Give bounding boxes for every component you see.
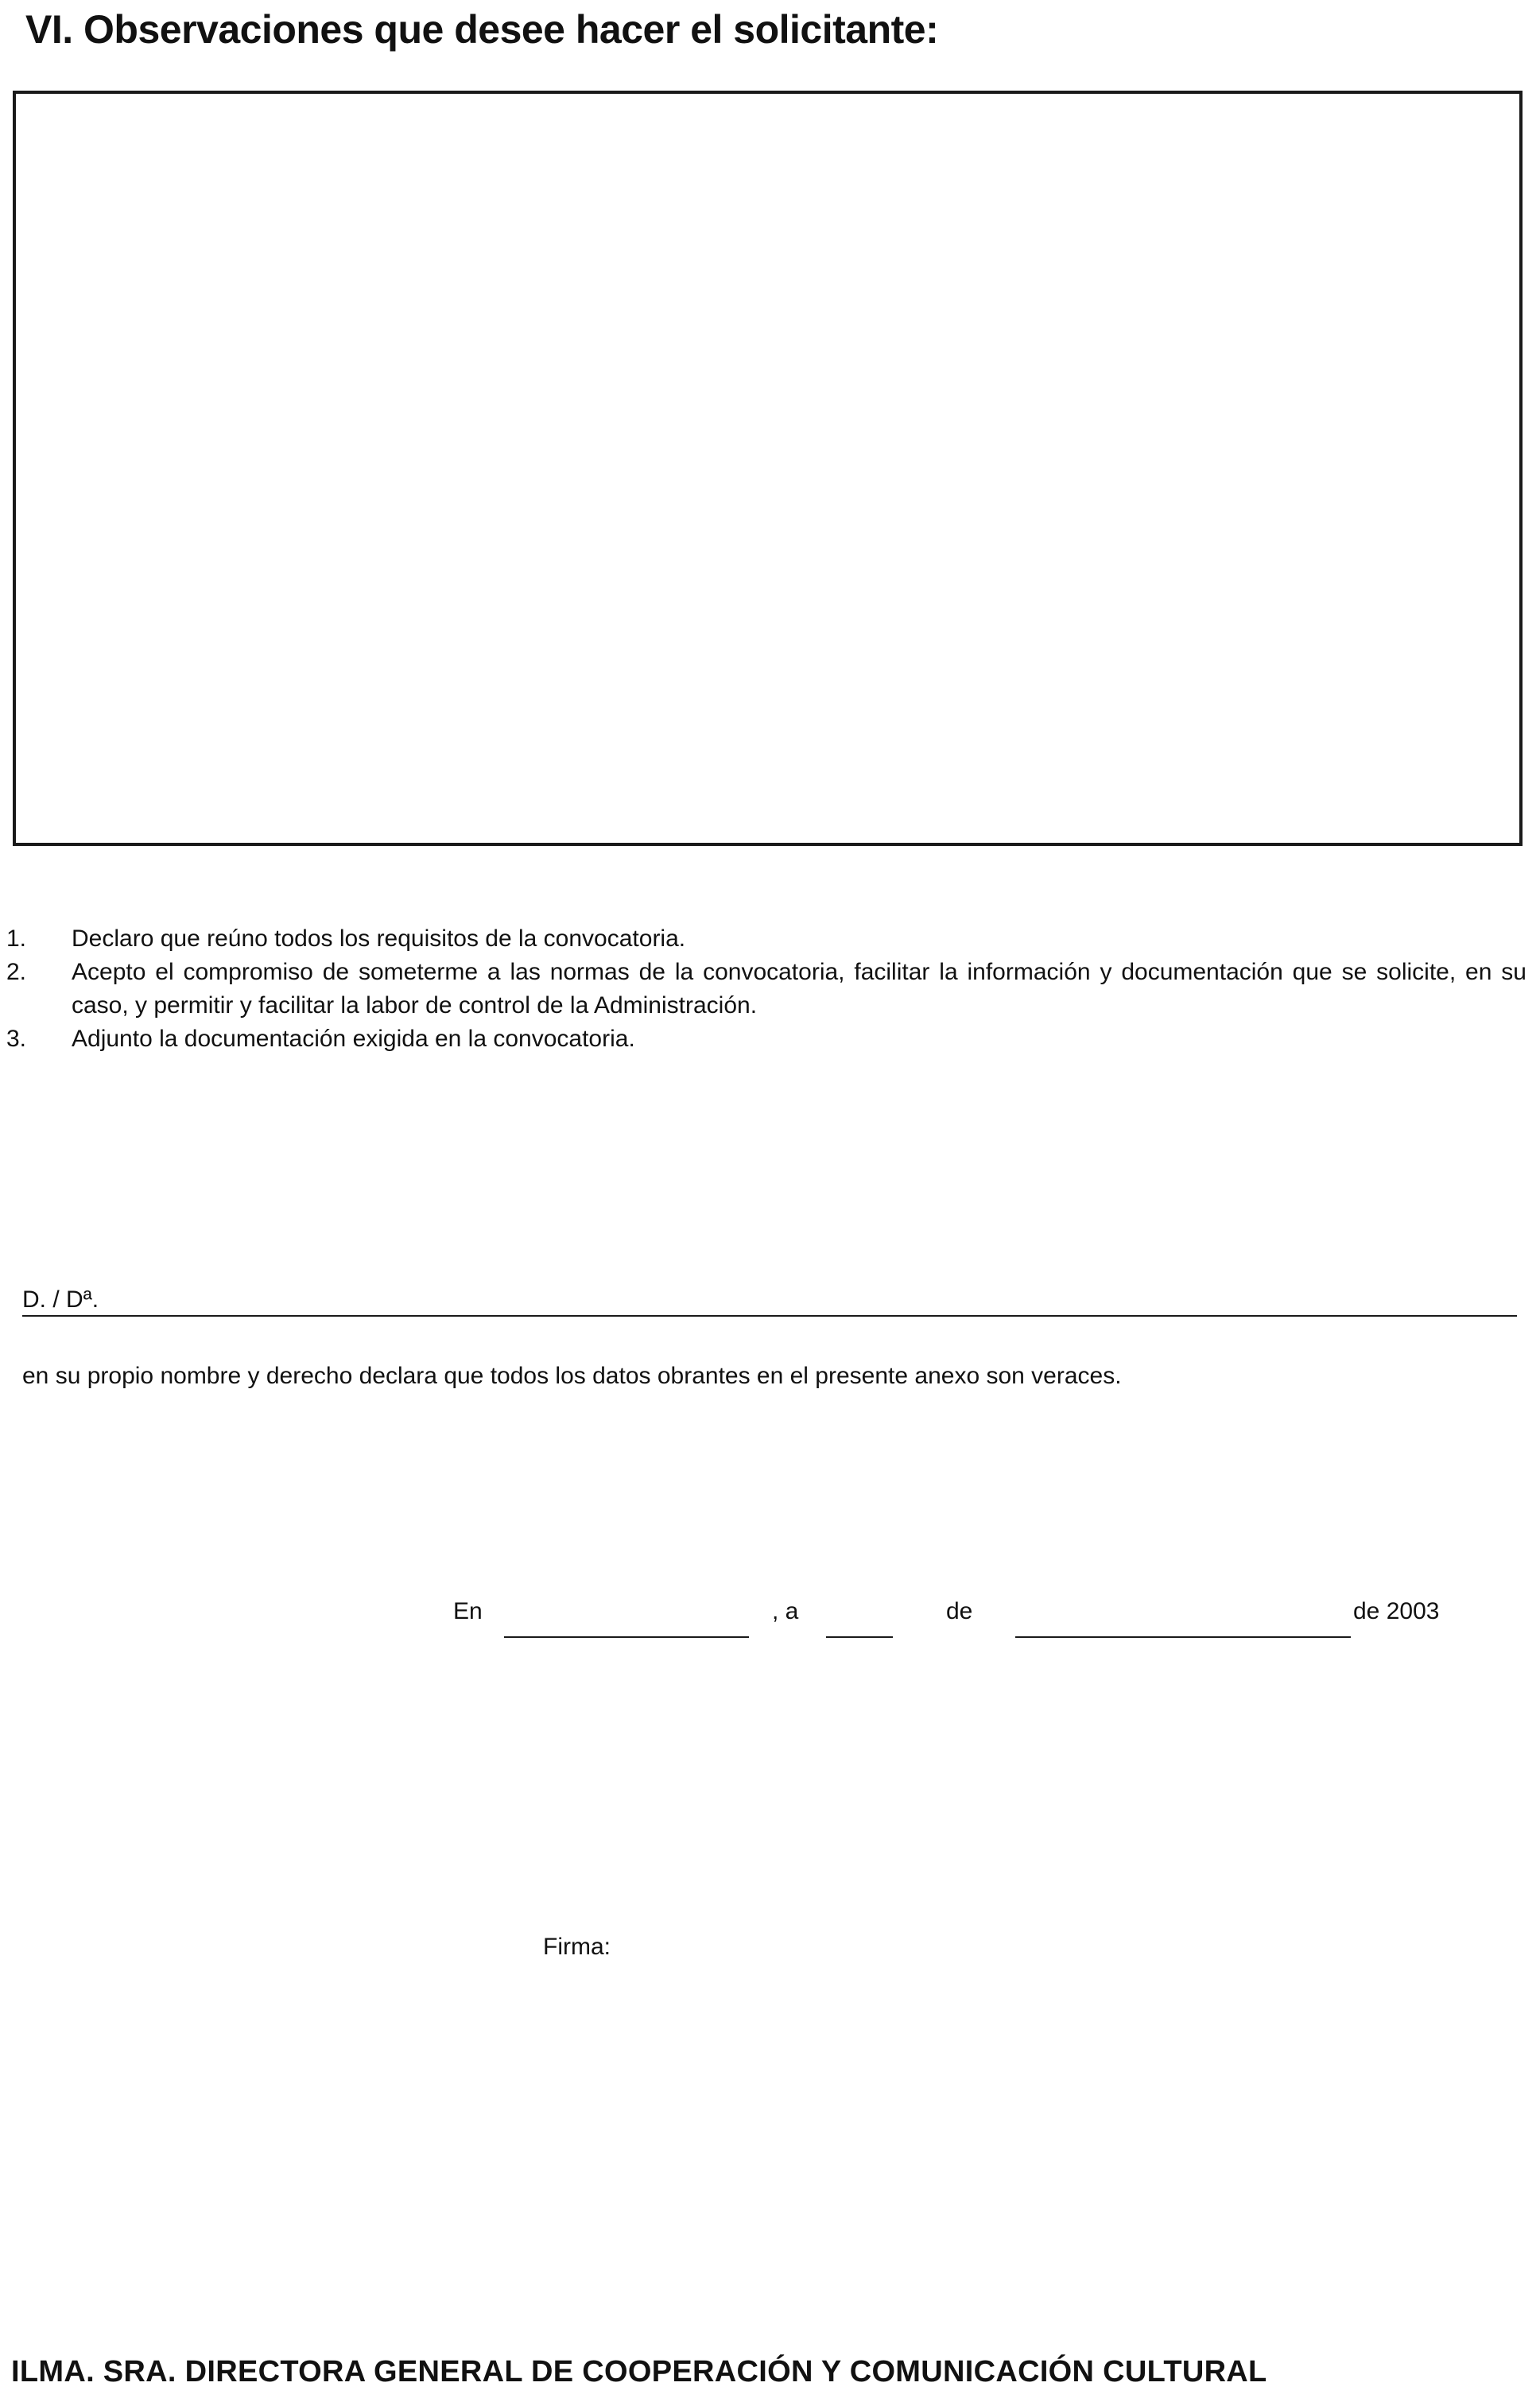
declaration-number: 3. bbox=[6, 1026, 27, 1052]
applicant-name-row bbox=[22, 1279, 1517, 1317]
date-place-prefix: En bbox=[453, 1598, 483, 1624]
declaration-text: Adjunto la documentación exigida en la convocatoria. bbox=[72, 1026, 635, 1052]
declaration-text: Acepto el compromiso de someterme a las normas de la convocatoria, facilitar la información y documentación que se solicite, en su caso, y permitir y facilitar la labor de control de la Administración. bbox=[72, 959, 1526, 1019]
signature-label: Firma: bbox=[543, 1934, 611, 1960]
addressee-line: ILMA. SRA. DIRECTORA GENERAL DE COOPERACIÓN Y COMUNICACIÓN CULTURAL bbox=[11, 2355, 1267, 2388]
month-field[interactable] bbox=[1015, 1636, 1351, 1638]
declaration-item bbox=[6, 1022, 1526, 1056]
declaration-number: 2. bbox=[6, 959, 27, 985]
section-title: VI. Observaciones que desee hacer el solicitante: bbox=[25, 7, 939, 52]
date-year-label: de 2003 bbox=[1353, 1598, 1440, 1624]
declaration-number: 1. bbox=[6, 925, 27, 952]
declaration-item bbox=[6, 922, 1526, 956]
date-de-label: de bbox=[946, 1598, 973, 1624]
date-a-label: , a bbox=[772, 1598, 799, 1624]
declaration-item bbox=[6, 956, 1526, 1022]
observations-field[interactable] bbox=[13, 91, 1523, 846]
place-field[interactable] bbox=[504, 1636, 749, 1638]
applicant-name-field[interactable] bbox=[134, 1285, 1517, 1313]
day-field[interactable] bbox=[826, 1636, 893, 1638]
declaration-text: Declaro que reúno todos los requisitos de la convocatoria. bbox=[72, 925, 686, 952]
declarations-list bbox=[6, 922, 1526, 1056]
truthfulness-statement: en su propio nombre y derecho declara que todos los datos obrantes en el presente anexo son veraces. bbox=[22, 1363, 1122, 1389]
applicant-label: D. / Dª. bbox=[22, 1286, 99, 1313]
